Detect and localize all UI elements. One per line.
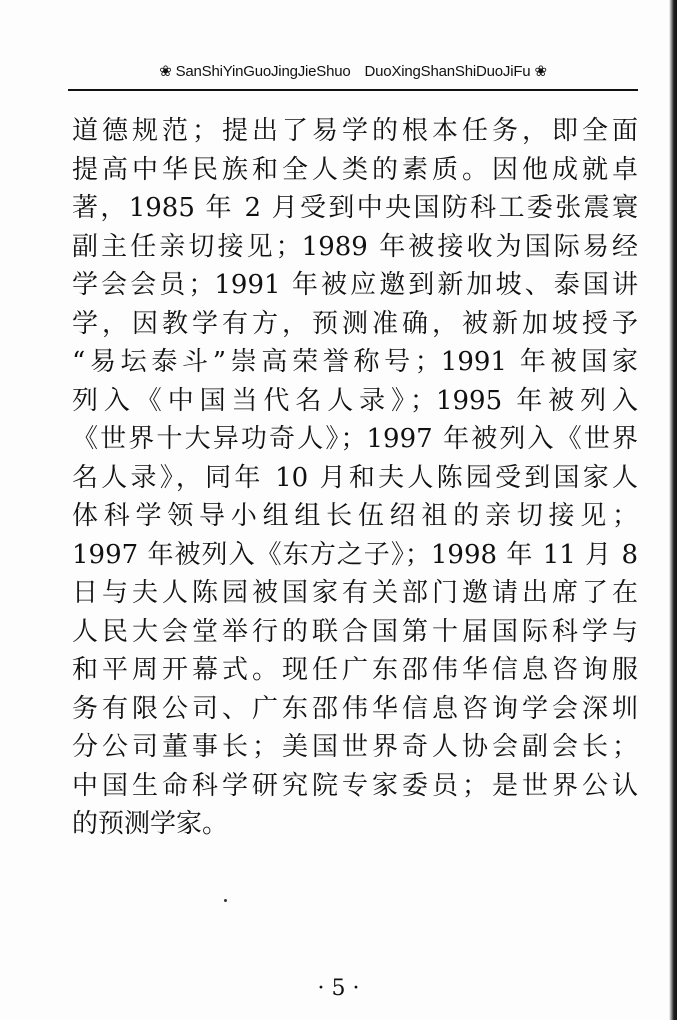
page-edge-shadow	[669, 0, 677, 1020]
text-line: 道德规范；提出了易学的根本任务，即全面	[72, 116, 638, 146]
text-line: 体科学领导小组组长伍绍祖的亲切接见；	[72, 501, 638, 531]
page-number: · 5 ·	[317, 976, 360, 1001]
body-text	[72, 112, 638, 844]
text-line: 人民大会堂举行的联合国第十届国际科学与	[72, 616, 638, 647]
header-right-title: DuoXingShanShiDuoJiFu	[364, 63, 531, 80]
text-line: 学会会员；1991 年被应邀到新加坡、泰国讲	[72, 270, 638, 300]
header-rule	[68, 89, 638, 91]
print-speck	[224, 899, 227, 902]
text-line: 学，因教学有方，预测准确，被新加坡授予	[72, 308, 638, 339]
text-line: 的预测学家。	[72, 809, 229, 839]
text-line: 列入《中国当代名人录》；1995 年被列入	[72, 385, 638, 416]
text-line: 著，1985 年 2 月受到中央国防科工委张震寰	[72, 193, 638, 223]
flower-ornament-icon: ❀	[534, 62, 547, 80]
flower-ornament-icon: ❀	[159, 62, 172, 80]
text-line: 中国生命科学研究院专家委员；是世界公认	[72, 770, 638, 801]
running-header	[68, 62, 638, 80]
text-line: 名人录》，同年 10 月和夫人陈园受到国家人	[72, 462, 638, 493]
text-line: 1997 年被列入《东方之子》；1998 年 11 月 8	[72, 539, 638, 570]
text-line: 分公司董事长；美国世界奇人协会副会长；	[72, 732, 638, 762]
text-line: 提高中华民族和全人类的素质。因他成就卓	[72, 154, 638, 185]
header-left-title: SanShiYinGuoJingJieShuo	[175, 63, 351, 80]
text-line: “易坛泰斗”崇高荣誉称号；1991 年被国家	[72, 347, 638, 377]
text-line: 《世界十大异功奇人》；1997 年被列入《世界	[72, 424, 638, 454]
text-line: 副主任亲切接见；1989 年被接收为国际易经	[72, 231, 638, 262]
text-line: 务有限公司、广东邵伟华信息咨询学会深圳	[72, 693, 638, 724]
text-line: 日与夫人陈园被国家有关部门邀请出席了在	[72, 578, 638, 608]
text-line: 和平周开幕式。现任广东邵伟华信息咨询服	[72, 655, 638, 685]
